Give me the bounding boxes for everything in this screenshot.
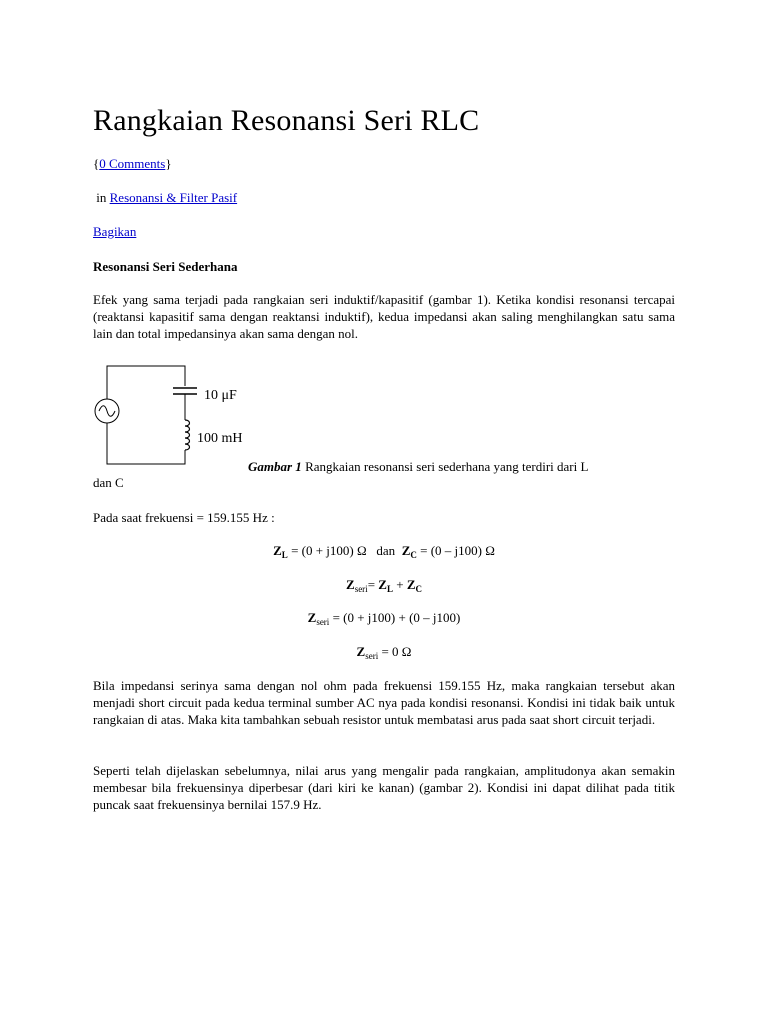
page-title: Rangkaian Resonansi Seri RLC: [93, 104, 480, 137]
comments-link[interactable]: 0 Comments: [99, 156, 166, 171]
ac-source-icon: [95, 399, 119, 423]
inductor-icon: [185, 420, 190, 450]
section-heading: Resonansi Seri Sederhana: [93, 259, 238, 274]
figure-caption-text: Rangkaian resonansi seri sederhana yang terdiri dari L: [301, 459, 589, 474]
share-link[interactable]: Bagikan: [93, 224, 137, 239]
equation-3: $Z_{seri} = (0 + j100) + (0 - j100)$: [307, 610, 461, 627]
paragraph-3: Seperti telah dijelaskan sebelumnya, nilai arus yang mengalir pada rangkaian, amplitudonya akan semakin membesar bila frekuensinya diperbesar (dari kiri ke kanan) (gambar 2). Kondisi ini dapat dilihat pada titik puncak saat frekuensinya bernilai 157.9 Hz.: [93, 763, 675, 812]
capacitor-icon: [173, 388, 197, 394]
category-line: [93, 189, 675, 206]
bottom-wire: [107, 431, 185, 464]
comments-line: [93, 155, 675, 172]
figure-caption-continuation: dan C: [93, 475, 124, 490]
category-link[interactable]: Resonansi & Filter Pasif: [109, 190, 238, 205]
comments-open-brace: {: [93, 156, 100, 171]
figure-caption-label: Gambar 1: [248, 459, 302, 474]
category-prefix: in: [93, 190, 110, 205]
frequency-line: Pada saat frekuensi = 159.155 Hz :: [93, 510, 275, 525]
paragraph-2: Bila impedansi serinya sama dengan nol ohm pada frekuensi 159.155 Hz, maka rangkaian tersebut akan menjadi short circuit pada kedua terminal sumber AC nya pada kondisi resonansi. Kondisi ini tidak baik untuk rangkaian di atas. Maka kita tambahkan sebuah resistor untuk membatasi arus pada saat short circuit terjadi.: [93, 678, 675, 727]
paragraph-1: Efek yang sama terjadi pada rangkaian seri induktif/kapasitif (gambar 1). Ketika kondisi resonansi tercapai (reaktansi kapasitif sama dengan reaktansi induktif), kedua impedansi akan saling menghilangkan satu sama lain dan total impedansinya akan sama dengan nol.: [93, 292, 675, 341]
equation-4: $Z_{seri} = 0$ Ω: [356, 644, 412, 661]
share-line: [93, 223, 675, 240]
equation-2: $Z_{seri}= Z_L + Z_C$: [346, 577, 422, 594]
figure-caption: [248, 458, 588, 475]
equation-1: $Z_L = (0 + j100)$ Ω dan $Z_C = (0 - j100)$ Ω: [273, 543, 495, 560]
circuit-diagram: [93, 356, 263, 468]
comments-close-brace: }: [165, 156, 172, 171]
inductor-label: 100 mH: [197, 431, 243, 446]
capacitor-label: 10 μF: [204, 388, 237, 403]
